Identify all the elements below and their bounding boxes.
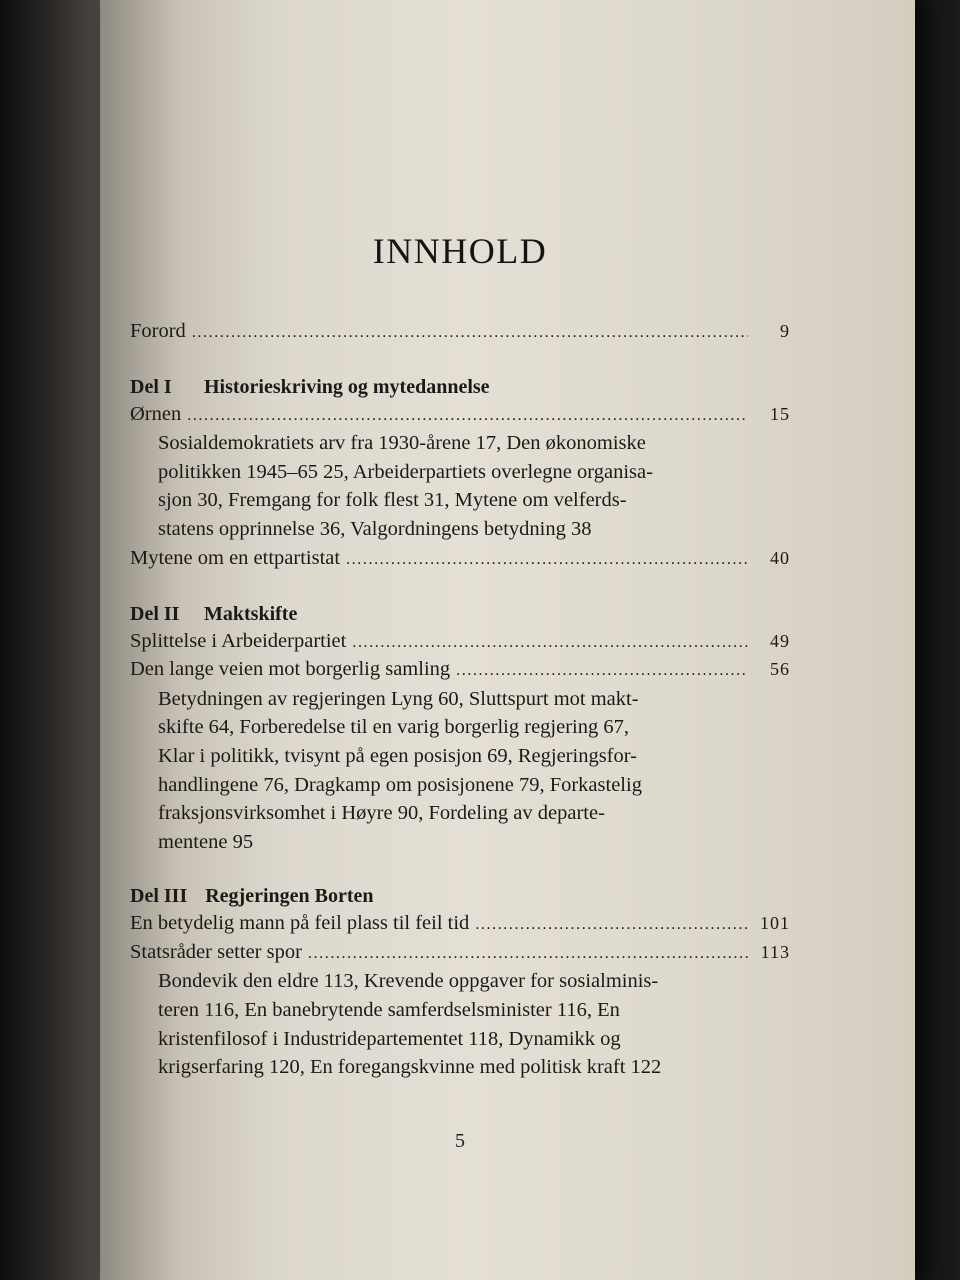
dot-leader	[187, 402, 748, 430]
subsection-line: politikken 1945–65 25, Arbeiderpartiets overlegne organisa-	[158, 460, 653, 483]
dot-leader	[308, 940, 748, 968]
dot-leader	[192, 319, 748, 347]
subsection-line: kristenfilosof i Industridepartementet 118, Dynamikk og	[158, 1027, 621, 1050]
entry-label: Splittelse i Arbeiderpartiet	[130, 629, 347, 652]
toc-entry	[130, 910, 790, 939]
book-page	[100, 0, 915, 1280]
subsection-line: Betydningen av regjeringen Lyng 60, Sluttspurt mot makt-	[158, 687, 639, 710]
subsection-line: Klar i politikk, tvisynt på egen posisjon 69, Regjeringsfor-	[158, 745, 637, 768]
part-heading	[130, 373, 790, 401]
dot-leader	[346, 546, 748, 574]
entry-page: 15	[770, 403, 790, 424]
part-heading	[130, 882, 790, 910]
part-title: Historieskriving og mytedannelse	[204, 375, 490, 398]
subsection-line: skifte 64, Forberedelse til en varig borgerlig regjering 67,	[158, 716, 629, 739]
subsection-list	[130, 429, 748, 543]
part-number: Del II	[130, 602, 180, 625]
toc-entry	[130, 628, 790, 657]
entry-label: Mytene om en ettpartistat	[130, 547, 341, 570]
dot-leader	[352, 629, 748, 657]
subsection-line: krigserfaring 120, En foregangskvinne med politisk kraft 122	[158, 1056, 662, 1079]
entry-label: Statsråder setter spor	[130, 940, 302, 963]
subsection-line: mentene 95	[158, 830, 254, 853]
entry-label: En betydelig mann på feil plass til feil tid	[130, 912, 470, 935]
toc-entry	[130, 401, 790, 430]
entry-page: 40	[770, 548, 790, 569]
entry-label: Den lange veien mot borgerlig samling	[130, 658, 451, 681]
table-of-contents	[130, 230, 790, 1152]
subsection-line: handlingene 76, Dragkamp om posisjonene 79, Forkastelig	[158, 773, 642, 796]
entry-page: 113	[760, 941, 790, 962]
background-right	[915, 0, 960, 1280]
part-heading	[130, 600, 790, 628]
part-title: Regjeringen Borten	[205, 885, 374, 908]
subsection-line: teren 116, En banebrytende samferdselsminister 116, En	[158, 999, 620, 1022]
toc-entry	[130, 545, 790, 574]
part-number: Del III	[130, 885, 188, 908]
subsection-line: fraksjonsvirksomhet i Høyre 90, Fordeling av departe-	[158, 802, 605, 825]
entry-page: 56	[770, 659, 790, 680]
entry-page: 101	[760, 913, 790, 934]
toc-entry	[130, 656, 790, 685]
subsection-line: Bondevik den eldre 113, Krevende oppgaver for sosialminis-	[158, 970, 659, 993]
subsection-line: statens opprinnelse 36, Valgordningens betydning 38	[158, 517, 592, 540]
page-number: 5	[455, 1130, 465, 1152]
entry-label: Ørnen	[130, 402, 182, 425]
entry-label: Forord	[130, 320, 186, 342]
entry-page: 9	[780, 321, 790, 341]
subsection-list	[130, 967, 748, 1081]
subsection-list	[130, 685, 748, 857]
subsection-line: sjon 30, Fremgang for folk flest 31, Mytene om velferds-	[158, 489, 627, 512]
dot-leader	[456, 657, 748, 685]
part-number: Del I	[130, 375, 172, 398]
dot-leader	[475, 911, 748, 939]
entry-page: 49	[770, 630, 790, 651]
toc-title: INNHOLD	[372, 231, 548, 271]
toc-entry	[130, 939, 790, 968]
book-spine-shadow	[0, 0, 110, 1280]
subsection-line: Sosialdemokratiets arv fra 1930-årene 17, Den økonomiske	[158, 432, 646, 454]
toc-entry-foreword	[130, 318, 790, 347]
part-title: Maktskifte	[204, 602, 298, 625]
